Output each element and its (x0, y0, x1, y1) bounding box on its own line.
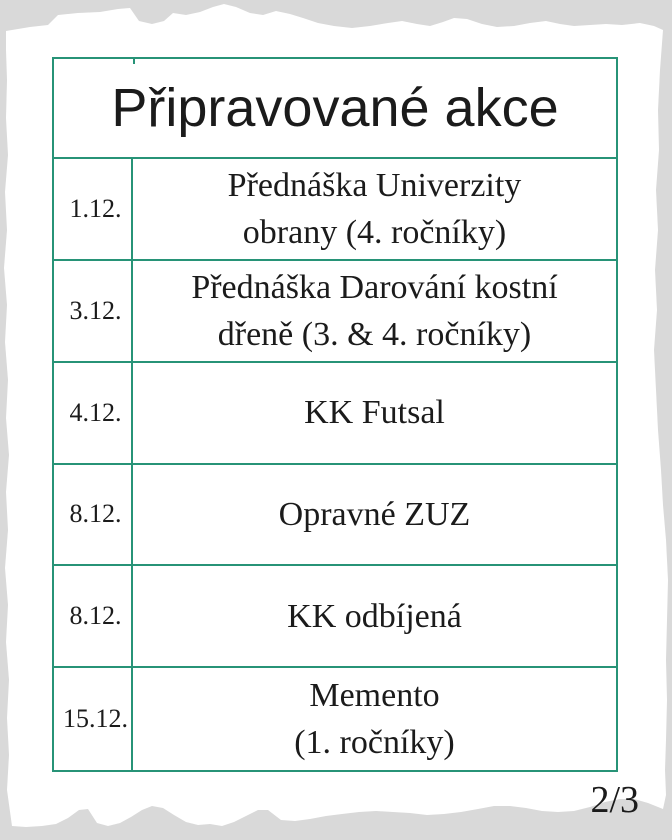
event-line: Přednáška Darování kostní (191, 268, 558, 306)
event-date: 4.12. (54, 363, 133, 465)
event-line: KK Futsal (304, 394, 445, 432)
event-name (133, 566, 616, 668)
border-tick (133, 59, 135, 64)
event-line: KK odbíjená (287, 597, 462, 635)
event-name (133, 363, 616, 465)
event-line: obrany (4. ročníky) (242, 213, 507, 251)
event-name (133, 668, 616, 770)
page-indicator: 2/3 (590, 779, 639, 821)
event-line: Opravné ZUZ (278, 495, 471, 533)
event-line: (1. ročníky) (294, 724, 455, 762)
event-line: dřeně (3. & 4. ročníky) (217, 315, 532, 353)
event-date: 8.12. (54, 566, 133, 668)
table-title: Připravované akce (54, 59, 616, 159)
event-date: 8.12. (54, 465, 133, 567)
event-date: 15.12. (54, 668, 133, 770)
event-date: 1.12. (54, 159, 133, 261)
event-name (133, 159, 616, 261)
events-table (52, 57, 618, 772)
event-date: 3.12. (54, 261, 133, 363)
event-name (133, 465, 616, 567)
event-name (133, 261, 616, 363)
event-line: Přednáška Univerzity (227, 166, 522, 204)
event-line: Memento (309, 677, 440, 715)
